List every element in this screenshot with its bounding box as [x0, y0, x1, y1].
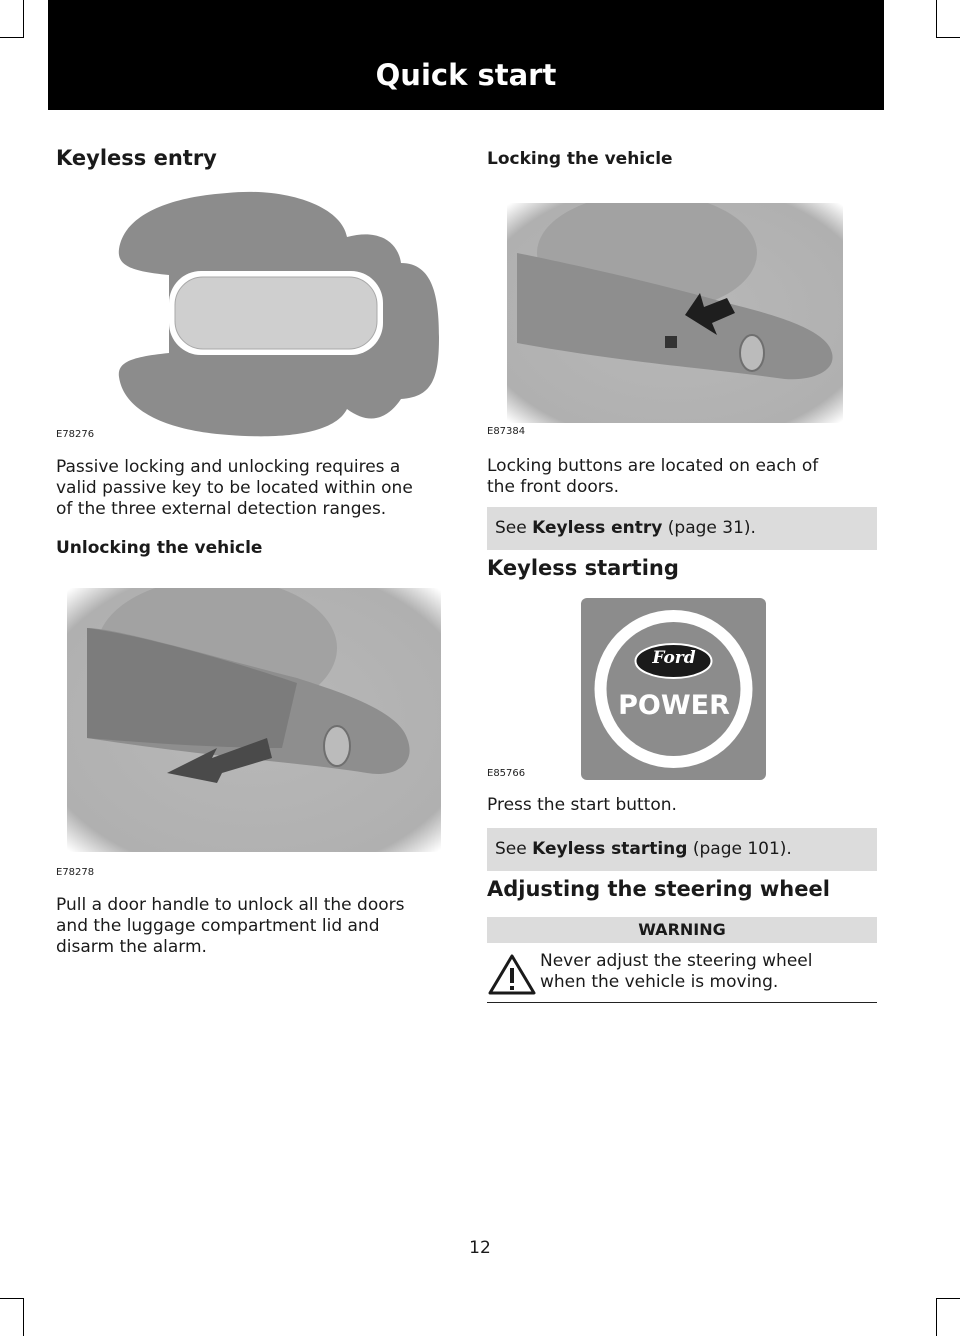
crop-mark: [0, 1298, 24, 1299]
warning-title: WARNING: [487, 917, 877, 943]
cross-reference-note: [487, 828, 877, 871]
paragraph-line: disarm the alarm.: [56, 937, 207, 957]
paragraph-line: valid passive key to be located within one: [56, 478, 413, 498]
crop-mark: [23, 0, 24, 38]
section-title-keyless-entry: Keyless entry: [56, 146, 217, 170]
detection-range-illustration: [109, 187, 444, 440]
paragraph-line: Pull a door handle to unlock all the doors: [56, 895, 405, 915]
page-header: [48, 0, 884, 110]
figure-code: E85766: [487, 768, 526, 779]
section-title-steering: Adjusting the steering wheel: [487, 877, 830, 901]
cross-reference-note: [487, 507, 877, 550]
warning-divider: [487, 1002, 877, 1003]
subheading-locking: Locking the vehicle: [487, 149, 673, 169]
note-prefix: See: [495, 518, 527, 538]
note-suffix: (page 101).: [692, 839, 792, 859]
warning-text-line: Never adjust the steering wheel: [540, 951, 813, 971]
figure-code: E87384: [487, 426, 526, 437]
note-prefix: See: [495, 839, 527, 859]
figure-code: E78276: [56, 429, 95, 440]
figure-code: E78278: [56, 867, 95, 878]
paragraph-line: Press the start button.: [487, 795, 677, 815]
paragraph-line: and the luggage compartment lid and: [56, 916, 380, 936]
crop-mark: [23, 1298, 24, 1336]
section-title-keyless-starting: Keyless starting: [487, 556, 679, 580]
warning-icon: [488, 953, 536, 995]
door-handle-unlock-illustration: [67, 588, 441, 852]
crop-mark: [936, 1298, 937, 1336]
paragraph-line: of the three external detection ranges.: [56, 499, 387, 519]
paragraph-line: Passive locking and unlocking requires a: [56, 457, 401, 477]
start-button-illustration: [581, 598, 766, 780]
crop-mark: [936, 1298, 960, 1299]
page-number: 12: [469, 1238, 491, 1258]
warning-text-line: when the vehicle is moving.: [540, 972, 779, 992]
paragraph-line: the front doors.: [487, 477, 619, 497]
door-handle-lock-illustration: [507, 203, 843, 423]
crop-mark: [936, 37, 960, 38]
crop-mark: [936, 0, 937, 38]
page-title: Quick start: [375, 58, 557, 92]
subheading-unlocking: Unlocking the vehicle: [56, 538, 263, 558]
cross-reference-link[interactable]: Keyless entry: [532, 518, 663, 538]
brand-logo-text: Ford: [652, 648, 696, 668]
note-suffix: (page 31).: [667, 518, 756, 538]
cross-reference-link[interactable]: Keyless starting: [532, 839, 688, 859]
crop-mark: [0, 37, 24, 38]
power-button-label: POWER: [618, 690, 730, 721]
paragraph-line: Locking buttons are located on each of: [487, 456, 819, 476]
